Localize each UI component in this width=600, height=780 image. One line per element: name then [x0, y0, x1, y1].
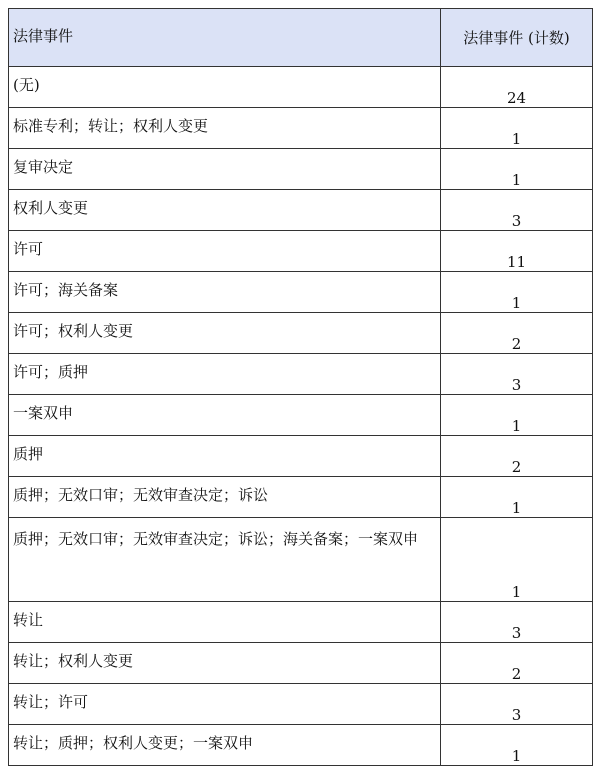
count-cell [441, 354, 593, 394]
event-text: 质押；无效口审；无效审查决定；诉讼 [13, 486, 269, 504]
count-text: 2 [511, 335, 522, 353]
table-row [9, 477, 593, 518]
header-legal-event-label: 法律事件 [13, 27, 74, 45]
count-cell [441, 436, 593, 476]
table-row [9, 190, 593, 231]
event-text: (无) [13, 76, 40, 94]
event-text: 许可 [13, 240, 44, 258]
table-row [9, 67, 593, 108]
count-text: 1 [511, 130, 522, 148]
count-cell [441, 684, 593, 724]
count-cell [441, 602, 593, 642]
event-cell [9, 684, 441, 724]
event-cell [9, 354, 441, 394]
event-text: 转让 [13, 611, 44, 629]
event-text: 转让；质押；权利人变更；一案双申 [13, 734, 254, 752]
event-text: 标准专利；转让；权利人变更 [13, 117, 209, 135]
table-row [9, 518, 593, 602]
count-cell [441, 108, 593, 148]
count-text: 2 [511, 458, 522, 476]
count-cell [441, 313, 593, 353]
event-text: 许可；质押 [13, 363, 89, 381]
event-text: 转让；许可 [13, 693, 89, 711]
event-cell [9, 190, 441, 230]
event-cell [9, 395, 441, 435]
header-legal-event-count-label: 法律事件 (计数) [463, 28, 570, 47]
event-text: 权利人变更 [13, 199, 89, 217]
count-text: 3 [511, 624, 522, 642]
count-text: 2 [511, 665, 522, 683]
table-row [9, 313, 593, 354]
count-text: 1 [511, 171, 522, 189]
count-text: 3 [511, 212, 522, 230]
table-row [9, 108, 593, 149]
event-cell [9, 108, 441, 148]
count-text: 1 [511, 294, 522, 312]
table-row [9, 725, 593, 766]
count-text: 3 [511, 706, 522, 724]
header-legal-event [9, 9, 441, 66]
event-text: 质押；无效口审；无效审查决定；诉讼；海关备案；一案双申 [13, 530, 419, 548]
event-text: 许可；海关备案 [13, 281, 119, 299]
event-cell [9, 602, 441, 642]
count-text: 3 [511, 376, 522, 394]
count-cell [441, 67, 593, 107]
count-cell [441, 477, 593, 517]
count-cell [441, 272, 593, 312]
event-cell [9, 643, 441, 683]
event-cell [9, 67, 441, 107]
count-cell [441, 149, 593, 189]
count-cell [441, 725, 593, 765]
table-row [9, 272, 593, 313]
count-text: 1 [511, 747, 522, 765]
table-row [9, 436, 593, 477]
event-text: 一案双申 [13, 404, 74, 422]
count-text: 24 [506, 89, 527, 107]
count-cell [441, 643, 593, 683]
event-cell [9, 149, 441, 189]
event-cell [9, 725, 441, 765]
table-row [9, 149, 593, 190]
count-text: 1 [511, 417, 522, 435]
table-row [9, 643, 593, 684]
count-text: 1 [511, 583, 522, 601]
event-text: 转让；权利人变更 [13, 652, 134, 670]
event-cell [9, 231, 441, 271]
event-cell [9, 477, 441, 517]
table-row [9, 602, 593, 643]
table-row [9, 395, 593, 436]
event-text: 质押 [13, 445, 44, 463]
count-text: 11 [506, 253, 527, 271]
table-row [9, 354, 593, 395]
event-cell [9, 313, 441, 353]
event-cell [9, 436, 441, 476]
table-row [9, 684, 593, 725]
event-text: 许可；权利人变更 [13, 322, 134, 340]
count-cell [441, 395, 593, 435]
header-legal-event-count [441, 9, 593, 66]
table-header-row [9, 9, 593, 67]
event-cell [9, 518, 441, 601]
event-cell [9, 272, 441, 312]
table-row [9, 231, 593, 272]
count-cell [441, 190, 593, 230]
count-cell [441, 231, 593, 271]
count-text: 1 [511, 499, 522, 517]
event-text: 复审决定 [13, 158, 74, 176]
count-cell [441, 518, 593, 601]
legal-events-table [8, 8, 593, 766]
